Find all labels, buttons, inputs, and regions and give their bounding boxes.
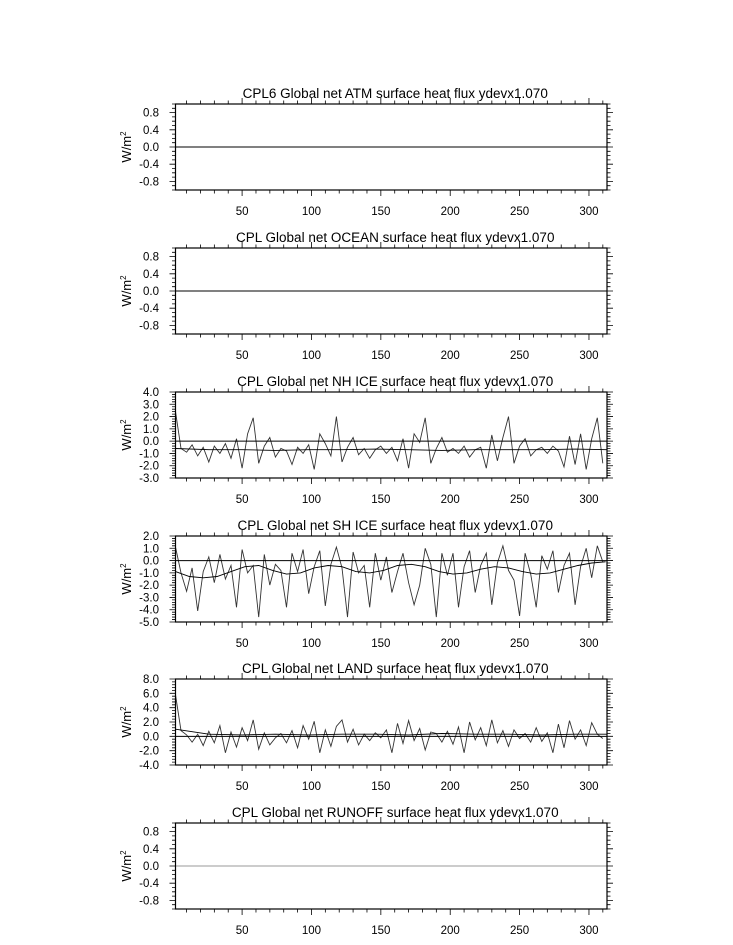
y-tick-label: -1.0 xyxy=(139,567,159,580)
panel-3 xyxy=(119,518,613,650)
y-tick-label: 0.4 xyxy=(143,843,159,856)
x-tick-label: 100 xyxy=(301,781,322,793)
y-tick-label: 2.0 xyxy=(143,717,159,729)
x-tick-label: 300 xyxy=(579,638,599,650)
y-tick-label: -2.0 xyxy=(139,460,159,473)
x-tick-label: 300 xyxy=(579,350,599,362)
panel-title: CPL Global net LAND surface heat flux ydevx1.070 xyxy=(242,661,549,676)
y-tick-label: 0.0 xyxy=(143,731,159,744)
x-tick-label: 50 xyxy=(235,494,249,506)
y-axis-label: $W/m^2$ xyxy=(119,131,134,163)
x-tick-label: 100 xyxy=(301,638,322,650)
panel-2 xyxy=(119,374,613,506)
x-tick-label: 200 xyxy=(440,350,460,362)
y-tick-label: 3.0 xyxy=(143,399,159,412)
y-tick-label: -5.0 xyxy=(139,617,159,629)
y-tick-label: -0.8 xyxy=(139,895,159,908)
x-tick-label: 150 xyxy=(371,781,391,793)
y-tick-label: 0.4 xyxy=(143,124,159,137)
x-tick-label: 300 xyxy=(579,781,599,793)
x-tick-label: 150 xyxy=(371,494,391,506)
axis-ticks xyxy=(170,386,614,484)
plot-frame xyxy=(176,392,608,478)
y-tick-label: -0.8 xyxy=(139,176,159,189)
panel-title: CPL6 Global net ATM surface heat flux ydevx1.070 xyxy=(242,86,548,101)
x-tick-label: 250 xyxy=(509,206,530,218)
x-tick-label: 200 xyxy=(440,638,460,650)
x-tick-label: 50 xyxy=(235,638,249,650)
x-tick-label: 150 xyxy=(371,638,391,650)
y-tick-label: 0.0 xyxy=(143,555,159,568)
y-tick-label: -4.0 xyxy=(139,760,159,772)
x-tick-label: 50 xyxy=(235,206,249,218)
y-tick-label: -2.0 xyxy=(139,580,159,593)
y-tick-label: -1.0 xyxy=(139,448,159,461)
axis-ticks xyxy=(170,673,614,771)
y-tick-label: -0.4 xyxy=(139,303,159,316)
y-tick-label: 4.0 xyxy=(143,702,159,715)
panel-title: CPL Global net SH ICE surface heat flux ydevx1.070 xyxy=(237,518,553,533)
x-tick-label: 200 xyxy=(440,925,460,937)
y-tick-label: 8.0 xyxy=(143,674,159,686)
x-tick-label: 50 xyxy=(235,925,249,937)
x-tick-label: 100 xyxy=(301,206,322,218)
y-tick-label: 0.0 xyxy=(143,436,159,449)
x-tick-label: 300 xyxy=(579,925,599,937)
y-tick-label: -3.0 xyxy=(139,473,159,485)
x-tick-label: 100 xyxy=(301,494,322,506)
y-axis-label: $W/m^2$ xyxy=(119,850,134,882)
y-tick-label: 1.0 xyxy=(143,423,159,436)
y-tick-label: -0.8 xyxy=(139,320,159,333)
y-tick-label: -4.0 xyxy=(139,604,159,617)
series-monthly-line xyxy=(176,695,603,753)
y-tick-label: 2.0 xyxy=(143,531,159,543)
y-axis-label: $W/m^2$ xyxy=(119,706,134,738)
x-tick-label: 200 xyxy=(440,781,460,793)
y-tick-label: 4.0 xyxy=(143,387,159,399)
x-tick-label: 300 xyxy=(579,494,599,506)
panel-1 xyxy=(119,230,613,362)
y-axis-label: $W/m^2$ xyxy=(119,419,134,451)
series-monthly-line xyxy=(176,546,603,617)
panel-title: CPL Global net RUNOFF surface heat flux ydevx1.070 xyxy=(231,805,559,820)
y-tick-label: 0.8 xyxy=(143,826,159,839)
x-tick-label: 250 xyxy=(509,638,530,650)
x-tick-label: 100 xyxy=(301,350,322,362)
x-tick-label: 200 xyxy=(440,206,460,218)
x-tick-label: 200 xyxy=(440,494,460,506)
y-tick-label: -3.0 xyxy=(139,592,159,605)
y-tick-label: 6.0 xyxy=(143,688,159,701)
x-tick-label: 300 xyxy=(579,206,599,218)
y-tick-label: -0.4 xyxy=(139,159,159,172)
y-tick-label: 2.0 xyxy=(143,411,159,424)
panel-title: CPL Global net NH ICE surface heat flux ydevx1.070 xyxy=(237,374,554,389)
panel-title: CPL Global net OCEAN surface heat flux ydevx1.070 xyxy=(236,230,555,245)
x-tick-label: 100 xyxy=(301,925,322,937)
y-tick-label: 0.0 xyxy=(143,861,159,873)
x-tick-label: 250 xyxy=(509,350,530,362)
y-axis-label: $W/m^2$ xyxy=(119,275,134,307)
x-tick-label: 50 xyxy=(235,350,249,362)
plot-frame xyxy=(176,679,608,765)
y-tick-label: 0.8 xyxy=(143,251,159,264)
y-tick-label: -0.4 xyxy=(139,878,159,891)
x-tick-label: 250 xyxy=(509,494,530,506)
x-tick-label: 150 xyxy=(371,925,391,937)
axis-ticks xyxy=(170,530,614,628)
x-tick-label: 250 xyxy=(509,781,530,793)
panel-5 xyxy=(119,805,613,937)
y-tick-label: 1.0 xyxy=(143,543,159,556)
panel-4 xyxy=(119,661,613,793)
series-annual-line xyxy=(176,449,608,451)
x-tick-label: 150 xyxy=(371,350,391,362)
y-tick-label: 0.0 xyxy=(143,286,159,298)
y-tick-label: 0.4 xyxy=(143,268,159,281)
x-tick-label: 250 xyxy=(509,925,530,937)
y-tick-label: 0.8 xyxy=(143,107,159,120)
y-tick-label: 0.0 xyxy=(143,142,159,154)
x-tick-label: 50 xyxy=(235,781,249,793)
y-tick-label: -2.0 xyxy=(139,745,159,758)
panel-0 xyxy=(119,86,613,218)
y-axis-label: $W/m^2$ xyxy=(119,563,134,595)
x-tick-label: 150 xyxy=(371,206,391,218)
series-monthly-line xyxy=(176,412,603,470)
plot-frame xyxy=(176,536,608,622)
